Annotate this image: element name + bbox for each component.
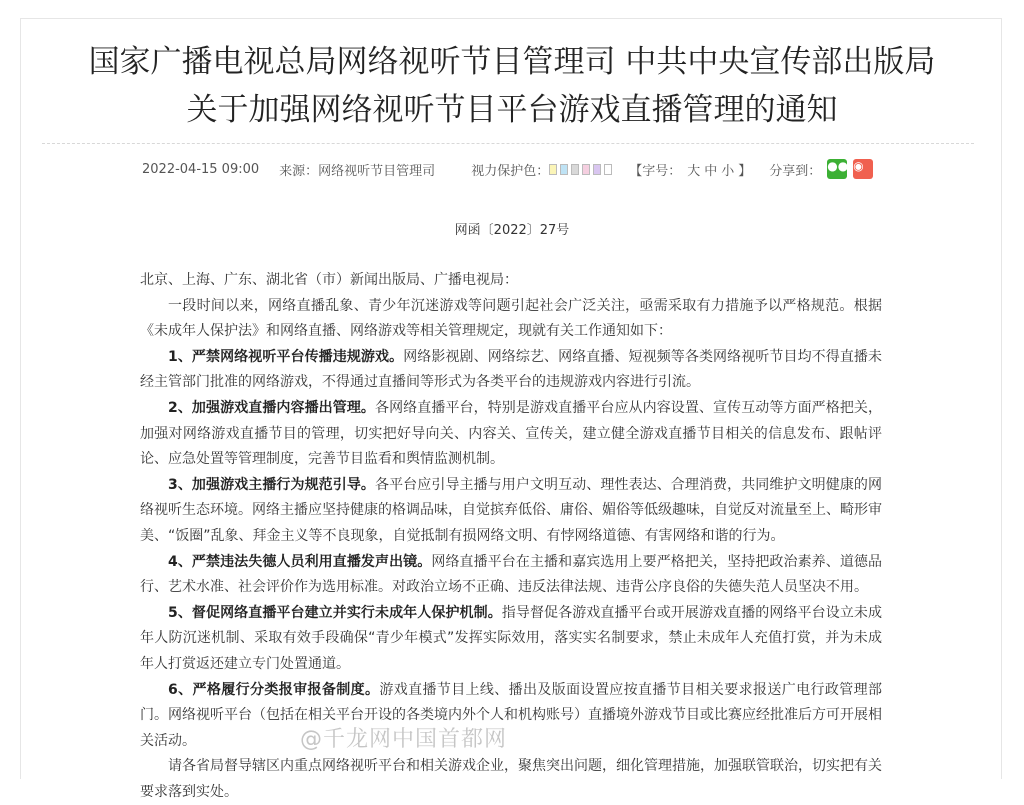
title-line-1: 国家广播电视总局网络视听节目管理司 中共中央宣传部出版局: [88, 44, 936, 80]
item-heading: 5、督促网络直播平台建立并实行未成年人保护机制。: [168, 604, 502, 621]
article-body: [140, 268, 882, 805]
eye-care-swatch-yellow[interactable]: [549, 164, 557, 175]
item-paragraph: [140, 550, 882, 601]
item-text: 各网络直播平台，特别是游戏直播平台应从内容设置、宣传互动等方面严格把关，加强对网络游戏直播节目的管理，切实把好导向关、内容关、宣传关，建立健全游戏直播节目相关的信息发布、跟帖评论、应急处置等管理制度，完善节目监看和舆情监测机制。: [140, 399, 882, 468]
font-size-end: 】: [738, 163, 752, 179]
item-paragraph: [140, 396, 882, 473]
title-line-2: 关于加强网络视听节目平台游戏直播管理的通知: [186, 92, 838, 128]
item-text: 指导督促各游戏直播平台或开展游戏直播的网络平台设立未成年人防沉迷机制、采取有效手段确保“青少年模式”发挥实际效用，落实实名制要求，禁止未成年人充值打赏，并为未成年人打赏返还建立专门处置通道。: [140, 604, 882, 672]
publish-datetime: 2022-04-15 09:00: [142, 161, 260, 177]
eye-care-swatch-purple[interactable]: [593, 164, 601, 175]
share-label: 分享到：: [769, 163, 822, 179]
weibo-share-icon[interactable]: ◉: [853, 159, 873, 179]
item-text: 各平台应引导主播与用户文明互动、理性表达、合理消费，共同维护文明健康的网络视听生态环境。网络主播应坚持健康的格调品味，自觉摈弃低俗、庸俗、媚俗等低级趣味，自觉反对流量至上、畸形审美、“饭圈”乱象、拜金主义等不良现象，自觉抵制有损网络文明、有悖网络道德、有害网络和谐的行为。: [140, 476, 882, 544]
addressee: 北京、上海、广东、湖北省（市）新闻出版局、广播电视局：: [140, 272, 518, 288]
source-label: 来源：: [279, 163, 319, 179]
intro-paragraph: 一段时间以来，网络直播乱象、青少年沉迷游戏等问题引起社会广泛关注，亟需采取有力措施予以严格规范。根据《未成年人保护法》和网络直播、网络游戏等相关管理规定，现就有关工作通知如下：: [140, 297, 882, 340]
font-large-button[interactable]: 大: [687, 163, 701, 179]
item-heading: 6、严格履行分类报审报备制度。: [168, 681, 380, 698]
font-size-label: 【字号：: [629, 163, 682, 179]
item-text: 网络直播平台在主播和嘉宾选用上要严格把关，坚持把政治素养、道德品行、艺术水准、社会评价作为选用标准。对政治立场不正确、违反法律法规、违背公序良俗的失德失范人员坚决不用。: [140, 553, 882, 596]
divider: [42, 143, 974, 144]
item-heading: 4、严禁违法失德人员利用直播发声出镜。: [168, 553, 432, 570]
item-heading: 1、严禁网络视听平台传播违规游戏。: [168, 348, 404, 365]
font-small-button[interactable]: 小: [721, 163, 735, 179]
item-paragraph: [140, 345, 882, 396]
item-text: 游戏直播节目上线、播出及版面设置应按直播节目相关要求报送广电行政管理部门。网络视听平台（包括在相关平台开设的各类境内外个人和机构账号）直播境外游戏节目或比赛应经批准后方可开展相关活动。: [140, 681, 882, 749]
wechat-share-icon[interactable]: ●●: [827, 159, 847, 179]
eye-care-swatch-blue[interactable]: [560, 164, 568, 175]
closing-paragraph: 请各省局督导辖区内重点网络视听平台和相关游戏企业，聚焦突出问题，细化管理措施，加强联管联治，切实把有关要求落到实处。: [140, 758, 882, 800]
item-heading: 3、加强游戏主播行为规范引导。: [168, 476, 376, 493]
page-title: [0, 38, 1024, 134]
item-paragraph: [140, 678, 882, 755]
item-heading: 2、加强游戏直播内容播出管理。: [168, 399, 376, 416]
watermark: @千龙网中国首都网: [300, 727, 508, 752]
eye-care-swatch-gray[interactable]: [571, 164, 579, 175]
eye-care-label: 视力保护色：: [471, 163, 550, 179]
item-paragraph: [140, 601, 882, 678]
source: 网络视听节目管理司: [318, 163, 436, 179]
item-text: 网络影视剧、网络综艺、网络直播、短视频等各类网络视听节目均不得直播未经主管部门批准的网络游戏，不得通过直播间等形式为各类平台的违规游戏内容进行引流。: [140, 348, 882, 391]
font-medium-button[interactable]: 中: [704, 163, 718, 179]
document-number: 网函〔2022〕27号: [454, 223, 570, 238]
eye-care-swatch-white[interactable]: [604, 164, 612, 175]
item-paragraph: [140, 473, 882, 550]
eye-care-swatch-pink[interactable]: [582, 164, 590, 175]
article-meta: [142, 159, 873, 179]
